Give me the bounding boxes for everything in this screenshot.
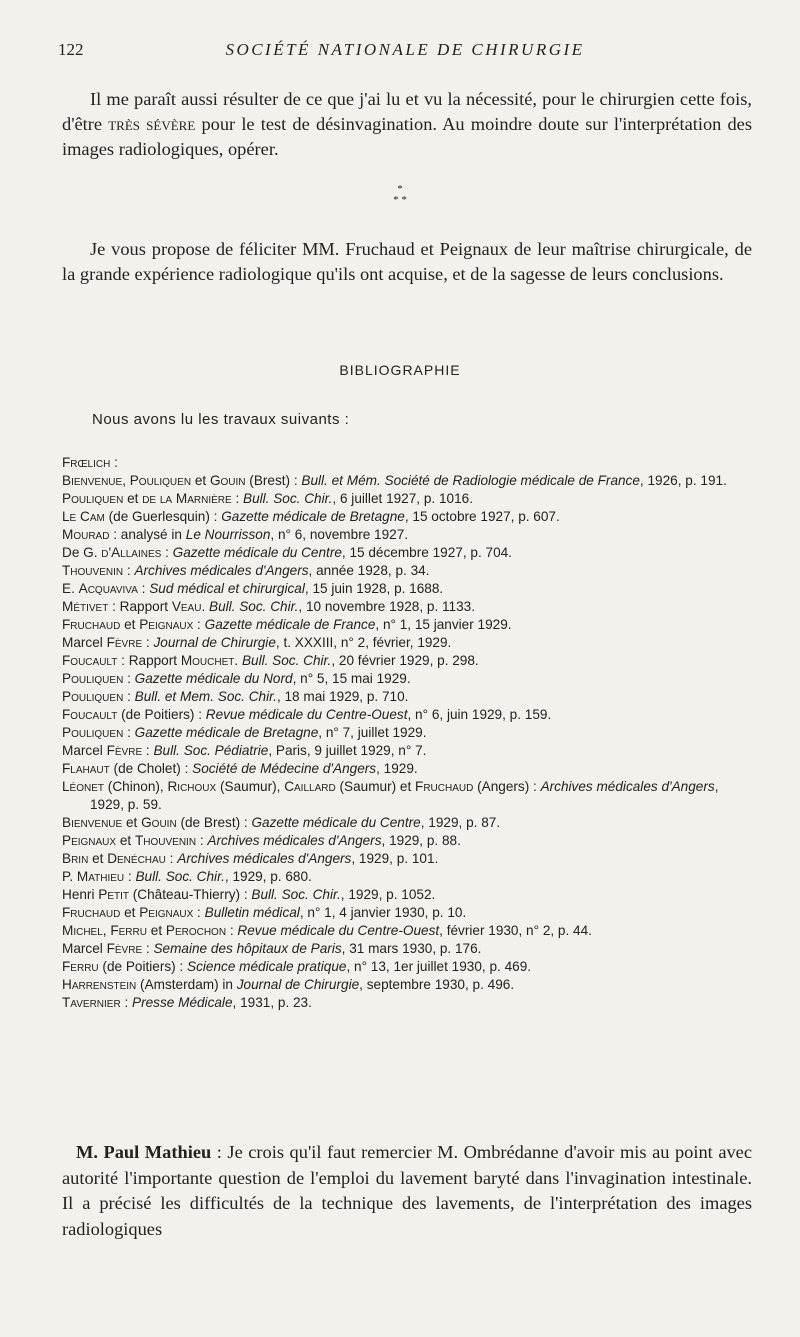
source-title: Bull. Soc. Chir. [135, 869, 225, 884]
citation-text: et [191, 473, 210, 488]
citation-text: , 1929, p. 87. [420, 815, 501, 830]
author-name: Mouchet [180, 653, 235, 668]
citation-text: et [122, 815, 142, 830]
source-title: Bulletin médical [204, 905, 300, 920]
bibliography-entry [62, 634, 756, 652]
author-name: Le Cam [62, 509, 105, 524]
source-title: Archives médicales d'Angers [540, 779, 715, 794]
citation-text: , février 1930, n° 2, p. 44. [439, 923, 592, 938]
paragraph [62, 1140, 752, 1242]
author-name: Caillard [284, 779, 336, 794]
bibliography-entry [62, 814, 756, 832]
source-title: Bull. Soc. Chir. [243, 491, 333, 506]
author-name: Foucault [62, 707, 118, 722]
citation-text: : [193, 905, 205, 920]
author-name: de la Marnière [142, 491, 232, 506]
citation-text: (de Cholet) : [109, 761, 193, 776]
source-title: Semaine des hôpitaux de Paris [153, 941, 342, 956]
citation-text: Marcel [62, 635, 107, 650]
intro-paragraph [62, 87, 752, 162]
bibliography-entry [62, 922, 756, 940]
bibliography-entry [62, 832, 756, 850]
source-title: Le Nourrisson [185, 527, 271, 542]
bibliography-entry [62, 652, 756, 670]
source-title: Presse Médicale [132, 995, 233, 1010]
source-title: Bull. Soc. Chir. [251, 887, 341, 902]
bibliography-entry [62, 688, 756, 706]
running-title: SOCIÉTÉ NATIONALE DE CHIRURGIE [225, 40, 585, 59]
citation-text: P. [62, 869, 77, 884]
citation-text: , 1929, p. 680. [224, 869, 312, 884]
citation-text: , n° 13, 1er juillet 1930, p. 469. [346, 959, 532, 974]
asterism [0, 184, 800, 206]
source-title: Journal de Chirurgie [236, 977, 360, 992]
bibliography-entry [62, 490, 756, 508]
author-name: Petit [98, 887, 129, 902]
citation-text: : Rapport [117, 653, 181, 668]
bibliography-entry [62, 958, 756, 976]
citation-text: : [110, 455, 118, 470]
author-name: Richoux [167, 779, 217, 794]
citation-text: : analysé in [109, 527, 186, 542]
source-title: Bull. et Mém. Société de Radiologie médicale de France [301, 473, 640, 488]
author-name: Fruchaud [62, 617, 121, 632]
running-head [58, 40, 752, 66]
bibliography-entry [62, 886, 756, 904]
bibliography-entry [62, 904, 756, 922]
author-name: Fruchaud [62, 905, 121, 920]
citation-text: : [161, 545, 173, 560]
citation-text: , 15 décembre 1927, p. 704. [341, 545, 512, 560]
citation-text: , 18 mai 1929, p. 710. [276, 689, 409, 704]
bibliography-entry [62, 508, 756, 526]
paragraph-text: Il me paraît aussi résulter de ce que j'ai lu et vu la nécessité, pour le chirurgien cette fois, d'être [62, 89, 752, 134]
author-name: Veau [171, 599, 202, 614]
asterism-bottom: * * [393, 194, 407, 206]
bibliography-entry [62, 940, 756, 958]
citation-text: , 6 juillet 1927, p. 1016. [332, 491, 473, 506]
citation-text: (de Poitiers) : [98, 959, 188, 974]
author-name: Pouliquen [62, 491, 124, 506]
page-number: 122 [58, 40, 84, 59]
citation-text: , n° 6, juin 1929, p. 159. [407, 707, 552, 722]
citation-text: (Amsterdam) in [136, 977, 237, 992]
author-name: Ferru [62, 959, 99, 974]
author-name: Léonet [62, 779, 105, 794]
citation-text: , n° 6, novembre 1927. [270, 527, 409, 542]
author-name: Fruchaud [415, 779, 474, 794]
citation-text: et [120, 905, 140, 920]
citation-text: : [120, 995, 133, 1010]
source-title: Société de Médecine d'Angers [192, 761, 377, 776]
citation-text: , septembre 1930, p. 496. [359, 977, 515, 992]
author-name: Harrenstein [62, 977, 137, 992]
bibliography-entry [62, 580, 756, 598]
citation-text: , Paris, 9 juillet 1929, n° 7. [268, 743, 427, 758]
source-title: Archives médicales d'Angers [134, 563, 309, 578]
bibliography-heading: BIBLIOGRAPHIE [339, 362, 461, 378]
author-name: Thouvenin [62, 563, 124, 578]
source-title: Gazette médicale du Centre [251, 815, 421, 830]
citation-text: , année 1928, p. 34. [308, 563, 430, 578]
author-name: Tavernier [62, 995, 121, 1010]
source-title: Bull. et Mem. Soc. Chir. [134, 689, 277, 704]
bibliography-entry [62, 868, 756, 886]
citation-text: (Angers) : [473, 779, 541, 794]
author-name: Perochon [165, 923, 227, 938]
citation-text: , 15 juin 1928, p. 1688. [304, 581, 444, 596]
citation-text: (Saumur), [216, 779, 285, 794]
citation-text: : [196, 833, 208, 848]
citation-text: et [123, 491, 143, 506]
citation-text: , 20 février 1929, p. 298. [331, 653, 479, 668]
citation-text: : [193, 617, 205, 632]
citation-text: (de Poitiers) : [117, 707, 206, 722]
bibliography-entry [62, 616, 756, 634]
author-name: Peignaux [139, 617, 194, 632]
citation-text: (de Guerlesquin) : [104, 509, 222, 524]
source-title: Revue médicale du Centre-Ouest [205, 707, 408, 722]
source-title: Sud médical et chirurgical [149, 581, 305, 596]
author-name: Pouliquen [62, 689, 124, 704]
bibliography-entry [62, 724, 756, 742]
conclusion-paragraph [62, 237, 752, 287]
citation-text: : Rapport [108, 599, 172, 614]
citation-text: (Chinon), [104, 779, 168, 794]
bibliography-entry [62, 976, 756, 994]
source-title: Journal de Chirurgie [153, 635, 276, 650]
citation-text: : [123, 725, 135, 740]
citation-text: (Château-Thierry) : [129, 887, 252, 902]
bibliography-entry [62, 562, 756, 580]
citation-text: (Brest) : [245, 473, 302, 488]
discussion-paragraph [62, 1140, 752, 1242]
bibliography-entry [62, 706, 756, 724]
author-name: Bienvenue, Pouliquen [62, 473, 192, 488]
author-name: d'Allaines [101, 545, 162, 560]
citation-text: : [142, 635, 154, 650]
bibliography-entry [62, 526, 756, 544]
citation-text: De G. [62, 545, 102, 560]
source-title: Revue médicale du Centre-Ouest [237, 923, 440, 938]
author-name: Gouin [141, 815, 177, 830]
bibliography-entry [62, 598, 756, 616]
citation-text: , 1929, p. 101. [351, 851, 439, 866]
citation-text: : [231, 491, 244, 506]
citation-text: Marcel [62, 941, 107, 956]
citation-text: Marcel [62, 743, 107, 758]
citation-text: , 31 mars 1930, p. 176. [341, 941, 482, 956]
paragraph [62, 87, 752, 162]
bibliography-entry [62, 454, 756, 472]
author-name: Peignaux [139, 905, 194, 920]
author-name: Foucault [62, 653, 118, 668]
author-name: Mathieu [76, 869, 125, 884]
source-title: Gazette médicale de Bretagne [134, 725, 319, 740]
citation-text: et [88, 851, 108, 866]
citation-text: et [116, 833, 135, 848]
source-title: Archives médicales d'Angers [207, 833, 382, 848]
citation-text: , 1926, p. 191. [639, 473, 727, 488]
citation-text: , n° 1, 4 janvier 1930, p. 10. [299, 905, 467, 920]
author-name: Denéchau [107, 851, 166, 866]
author-name: Peignaux [62, 833, 117, 848]
emphasis-text: très sévère [108, 114, 196, 134]
author-name: Gouin [209, 473, 246, 488]
citation-text: , t. XXXIII, n° 2, février, 1929. [275, 635, 452, 650]
bibliography-entry [62, 994, 756, 1012]
source-title: Bull. Soc. Pédiatrie [153, 743, 269, 758]
author-name: Bienvenue [62, 815, 123, 830]
bibliography-entry [62, 850, 756, 868]
citation-text: , n° 5, 15 mai 1929. [292, 671, 411, 686]
citation-text: et [146, 923, 166, 938]
source-title: Gazette médicale du Centre [172, 545, 342, 560]
author-name: Fèvre [106, 941, 143, 956]
bibliography-entry [62, 778, 756, 814]
citation-text: : [123, 563, 135, 578]
bibliography-entry [62, 544, 756, 562]
paragraph: Je vous propose de féliciter MM. Fruchaud et Peignaux de leur maîtrise chirurgicale, de la grande expérience radiologique qu'ils ont acquise, et de la sagesse de leurs conclusions. [62, 239, 752, 284]
bibliography-entry [62, 472, 756, 490]
citation-text: , 1929, p. 88. [381, 833, 461, 848]
citation-text: , n° 1, 15 janvier 1929. [375, 617, 512, 632]
author-name: Frœlich [62, 455, 111, 470]
bibliography-entry [62, 742, 756, 760]
citation-text: . [234, 653, 242, 668]
citation-text: , 1931, p. 23. [232, 995, 312, 1010]
author-name: Flahaut [62, 761, 110, 776]
author-name: Thouvenin [134, 833, 197, 848]
source-title: Bull. Soc. Chir. [241, 653, 332, 668]
citation-text: : [142, 743, 154, 758]
author-name: Brin [62, 851, 89, 866]
citation-text: . [201, 599, 210, 614]
citation-text: : [137, 581, 150, 596]
citation-text: : [226, 923, 238, 938]
author-name: Pouliquen [62, 725, 124, 740]
source-title: Archives médicales d'Angers [177, 851, 352, 866]
author-name: Métivet [62, 599, 109, 614]
author-name: Pouliquen [62, 671, 124, 686]
citation-text: : [142, 941, 154, 956]
speaker-name: M. Paul Mathieu [76, 1142, 212, 1162]
citation-text: : [165, 851, 178, 866]
bibliography-entry [62, 760, 756, 778]
source-title: Gazette médicale de France [204, 617, 376, 632]
author-name: Acquaviva [78, 581, 138, 596]
citation-text: , 1929. [376, 761, 418, 776]
source-title: Gazette médicale de Bretagne [221, 509, 405, 524]
asterism-top: * [397, 183, 403, 195]
citation-text: , 1929, p. 1052. [340, 887, 436, 902]
citation-text: E. [62, 581, 79, 596]
citation-text: : [124, 869, 136, 884]
author-name: Fèvre [106, 743, 143, 758]
citation-text: , 10 novembre 1928, p. 1133. [298, 599, 476, 614]
citation-text: , 15 octobre 1927, p. 607. [404, 509, 560, 524]
author-name: Fèvre [106, 635, 143, 650]
citation-text: : [123, 689, 135, 704]
citation-text: : [123, 671, 135, 686]
citation-text: , 1929, p. 59. [90, 779, 719, 812]
source-title: Bull. Soc. Chir. [209, 599, 299, 614]
bibliography-entry [62, 670, 756, 688]
citation-text: (de Brest) : [176, 815, 252, 830]
bibliography-list [62, 454, 756, 1012]
source-title: Science médicale pratique [187, 959, 347, 974]
citation-text: (Saumur) et [335, 779, 416, 794]
paragraph-text: pour le test de désinvagination. Au moindre doute sur l'interprétation des images radiologiques, opérer. [62, 114, 753, 159]
author-name: Michel, Ferru [62, 923, 147, 938]
citation-text: , n° 7, juillet 1929. [318, 725, 427, 740]
source-title: Gazette médicale du Nord [134, 671, 293, 686]
citation-text: Henri [62, 887, 99, 902]
bibliography-intro: Nous avons lu les travaux suivants : [92, 411, 350, 428]
discussion-text: : Je crois qu'il faut remercier M. Ombrédanne d'avoir mis au point avec autorité l'importante question de l'emploi du lavement baryté dans l'invagination intestinale. Il a précisé les difficultés de la technique des lavements, de l'interprétation des images radiologiques [62, 1142, 753, 1239]
author-name: Mourad [62, 527, 110, 542]
citation-text: et [120, 617, 140, 632]
